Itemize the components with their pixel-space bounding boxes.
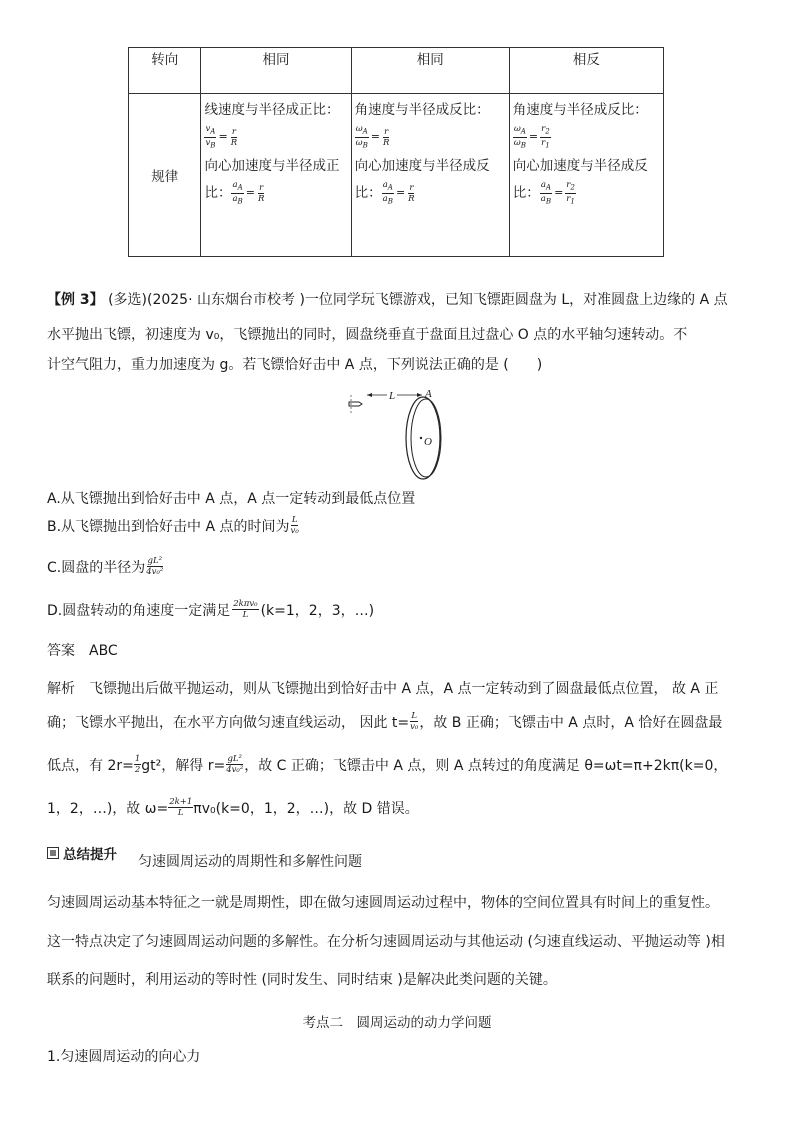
cell-c-line1: 角速度与半径成反比： bbox=[512, 102, 648, 118]
example-tag: 【例 3】 bbox=[47, 292, 104, 308]
cell-b-line1: 角速度与半径成反比： bbox=[354, 102, 490, 118]
summary-p3: 联系的问题时，利用运动的等时性 (同时发生、同时结束 )是解决此类问题的关键。 bbox=[47, 972, 557, 988]
option-b: B.从飞镖抛出到恰好击中 A 点的时间为 $\frac{L}{\text{v₀}}$ bbox=[47, 515, 299, 536]
cell-col-b bbox=[351, 94, 509, 257]
analysis-line4: 1，2，…)，故 ω= $\frac{2k+1}{L}$ πv₀(k=0，1，2，…)，故 D 错误。 bbox=[47, 797, 419, 818]
summary-topic: 匀速圆周运动的周期性和多解性问题 bbox=[138, 854, 362, 870]
summary-heading: 总结提升 bbox=[47, 843, 117, 863]
example-line3: 计空气阻力，重力加速度为 g。若飞镖恰好击中 A 点，下列说法正确的是 ( ) bbox=[47, 357, 543, 373]
cell-c-line2: 向心加速度与半径成反 bbox=[512, 158, 648, 174]
option-c: C.圆盘的半径为 $\frac{\text{gL²}}{\text{4v₀²}}$ bbox=[47, 556, 164, 577]
header-same-2: 相同 bbox=[351, 48, 509, 94]
comparison-table bbox=[128, 47, 664, 257]
cell-a-line2: 向心加速度与半径成正 bbox=[204, 158, 340, 174]
option-a: A.从飞镖抛出到恰好击中 A 点，A 点一定转动到最低点位置 bbox=[47, 491, 416, 507]
answer: 答案 ABC bbox=[47, 643, 118, 659]
cell-b-formula1: $\frac{\omega_A}{\omega_B}$ = $\frac{r}{R}$ bbox=[355, 123, 390, 150]
section-title: 考点二 圆周运动的动力学问题 bbox=[302, 1015, 492, 1031]
example-line2: 水平抛出飞镖，初速度为 v₀，飞镖抛出的同时，圆盘绕垂直于盘面且过盘心 O 点的水平轴匀速转动。不 bbox=[47, 327, 688, 343]
cell-a-formula2: 比： $\frac{a_A}{a_B}$ = $\frac{r}{R}$ bbox=[204, 179, 265, 206]
cell-col-c bbox=[509, 94, 663, 257]
analysis-line2: 确；飞镖水平抛出，在水平方向做匀速直线运动， 因此 t= $\frac{L}{\text{v₀}}$ ，故 B 正确；飞镖击中 A 点时，A 恰好在圆盘最 bbox=[47, 711, 723, 732]
disk-center bbox=[420, 437, 422, 439]
label-L: L bbox=[389, 390, 396, 402]
summary-p1: 匀速圆周运动基本特征之一就是周期性，即在做匀速圆周运动过程中，物体的空间位置具有时间上的重复性。 bbox=[47, 895, 719, 911]
summary-box-icon bbox=[47, 847, 59, 859]
cell-b-line2: 向心加速度与半径成反 bbox=[354, 158, 490, 174]
header-direction: 转向 bbox=[129, 48, 201, 94]
cell-c-formula1: $\frac{\omega_A}{\omega_B}$ = $\frac{r_2}{r_1}$ bbox=[513, 123, 550, 150]
cell-b-formula2: 比： $\frac{a_A}{a_B}$ = $\frac{r}{R}$ bbox=[354, 179, 415, 206]
label-O: O bbox=[424, 436, 432, 448]
summary-p2: 这一特点决定了匀速圆周运动问题的多解性。在分析匀速圆周运动与其他运动 (匀速直线运动、平抛运动等 )相 bbox=[47, 934, 725, 950]
subsection-title: 1.匀速圆周运动的向心力 bbox=[47, 1049, 201, 1065]
cell-c-formula2: 比： $\frac{a_A}{a_B}$ = $\frac{r_2}{r_1}$ bbox=[512, 179, 575, 206]
dart-disk-figure bbox=[345, 383, 455, 483]
analysis-line3: 低点，有 2r= $\frac{1}{2}$ gt²，解得 r= $\frac{\text{gL²}}{\text{4v₀²}}$ ，故 C 正确；飞镖击中 A 点，则 A 点转过的角度满足 θ=ωt=π+2kπ(k=0， bbox=[47, 754, 728, 775]
label-A: A bbox=[425, 388, 432, 400]
cell-col-a bbox=[201, 94, 351, 257]
header-same-1: 相同 bbox=[201, 48, 351, 94]
row-label-rule: 规律 bbox=[129, 94, 201, 257]
analysis-line1: 解析 飞镖抛出后做平抛运动，则从飞镖抛出到恰好击中 A 点，A 点一定转动到了圆盘最低点位置， 故 A 正 bbox=[47, 681, 719, 697]
header-opposite: 相反 bbox=[509, 48, 663, 94]
example-line1: 【例 3】 (多选)(2025· 山东烟台市校考 )一位同学玩飞镖游戏，已知飞镖距圆盘为 L，对准圆盘上边缘的 A 点 bbox=[47, 292, 728, 308]
cell-a-formula1: $\frac{v_A}{v_B}$ = $\frac{r}{R}$ bbox=[205, 123, 238, 150]
option-d: D.圆盘转动的角速度一定满足 $\frac{\text{2kπv₀}}{L}$ (k=1，2，3，…) bbox=[47, 599, 375, 620]
cell-a-line1: 线速度与半径成正比： bbox=[204, 102, 340, 118]
